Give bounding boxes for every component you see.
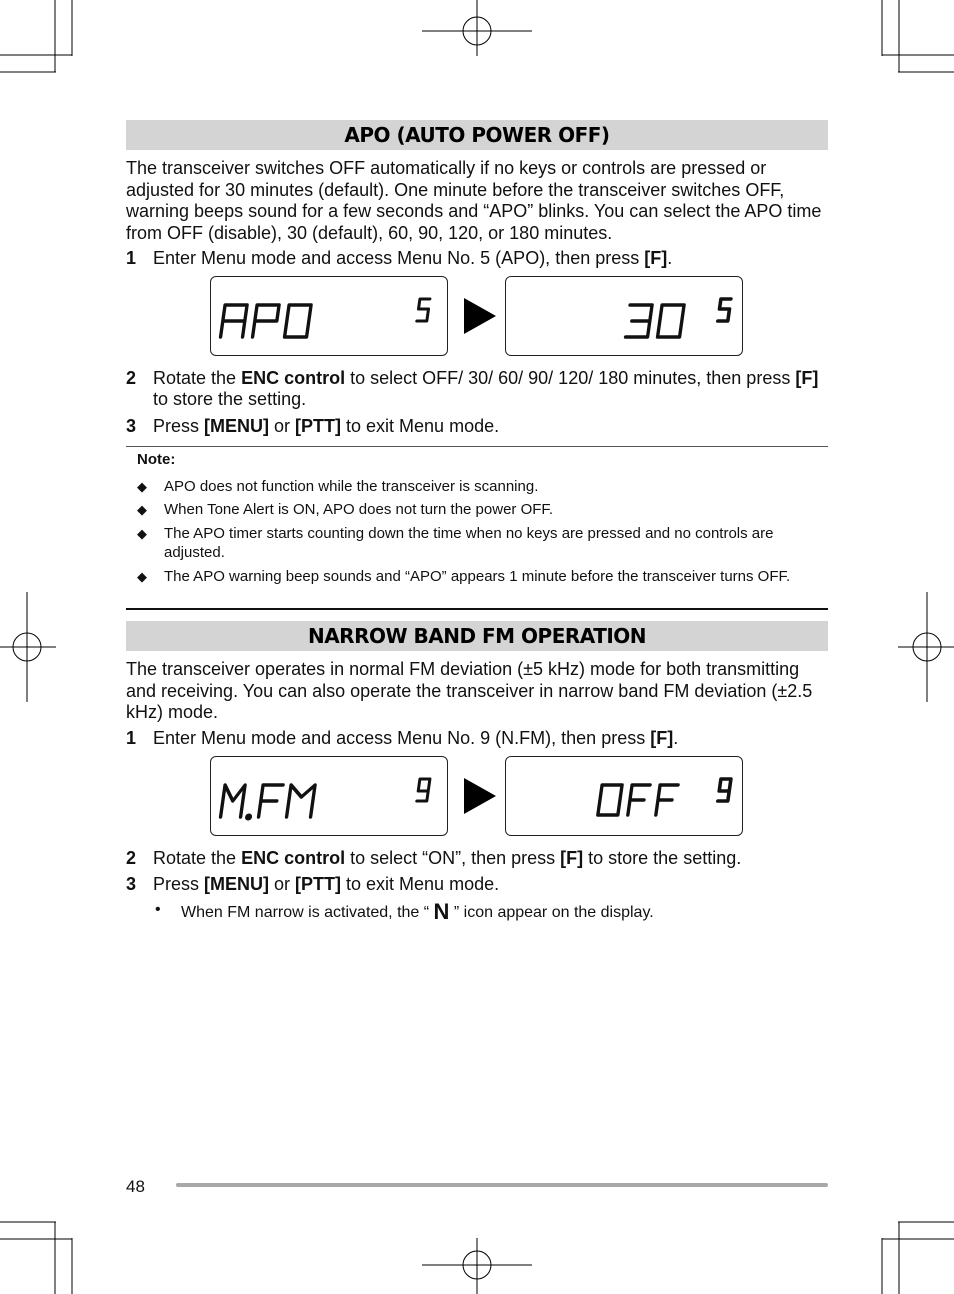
- note-divider-bottom: [126, 608, 828, 610]
- section-title-narrow-fm: NARROW BAND FM OPERATION: [126, 621, 828, 651]
- lcd-display-apo-menu: [210, 276, 448, 356]
- step-number: 1: [126, 248, 137, 268]
- lcd-segments: [506, 757, 742, 835]
- lcd-segments: [506, 277, 742, 355]
- f-key-label: [F]: [795, 368, 819, 388]
- step-number: 2: [126, 848, 137, 868]
- step-number: 2: [126, 368, 137, 388]
- bullet-dot: •: [155, 901, 161, 918]
- step-number: 3: [126, 416, 137, 436]
- diamond-bullet-icon: ◆: [137, 526, 147, 541]
- lcd-segments: [211, 757, 447, 835]
- narrow-n-icon: N: [433, 899, 450, 924]
- menu-key-label: [MENU]: [204, 874, 270, 894]
- enc-control-label: ENC control: [241, 848, 346, 868]
- step-number: 3: [126, 874, 137, 894]
- menu-key-label: [MENU]: [204, 416, 270, 436]
- page-number: 48: [126, 1177, 145, 1196]
- f-key-label: [F]: [560, 848, 584, 868]
- lcd-segments: [211, 277, 447, 355]
- lcd-display-nfm-value: [505, 756, 743, 836]
- note-title: Note:: [137, 451, 176, 468]
- footer-rule: [176, 1183, 828, 1187]
- f-key-label: [F]: [650, 728, 674, 748]
- section-title-apo: APO (AUTO POWER OFF): [126, 120, 828, 150]
- arrow-right-icon: [464, 298, 496, 334]
- ptt-key-label: [PTT]: [295, 874, 342, 894]
- apo-intro-paragraph: The transceiver switches OFF automatically if no keys or controls are pressed or adjusted for 30 minutes (default). One minute before the transceiver switches OFF, warning beeps sound for a few seconds and “APO” blinks. You can select the APO time from OFF (disable), 30 (default), 60, 90, 120, or 180 minutes.: [126, 158, 822, 243]
- f-key-label: [F]: [644, 248, 668, 268]
- arrow-right-icon: [464, 778, 496, 814]
- lcd-display-nfm-menu: [210, 756, 448, 836]
- diamond-bullet-icon: ◆: [137, 569, 147, 584]
- note-divider-top: [126, 446, 828, 447]
- ptt-key-label: [PTT]: [295, 416, 342, 436]
- diamond-bullet-icon: ◆: [137, 479, 147, 494]
- step-number: 1: [126, 728, 137, 748]
- lcd-display-apo-value: [505, 276, 743, 356]
- enc-control-label: ENC control: [241, 368, 346, 388]
- diamond-bullet-icon: ◆: [137, 502, 147, 517]
- nfm-intro-paragraph: The transceiver operates in normal FM deviation (±5 kHz) mode for both transmitting and receiving. You can also operate the transceiver in narrow band FM deviation (±2.5 kHz) mode.: [126, 659, 813, 722]
